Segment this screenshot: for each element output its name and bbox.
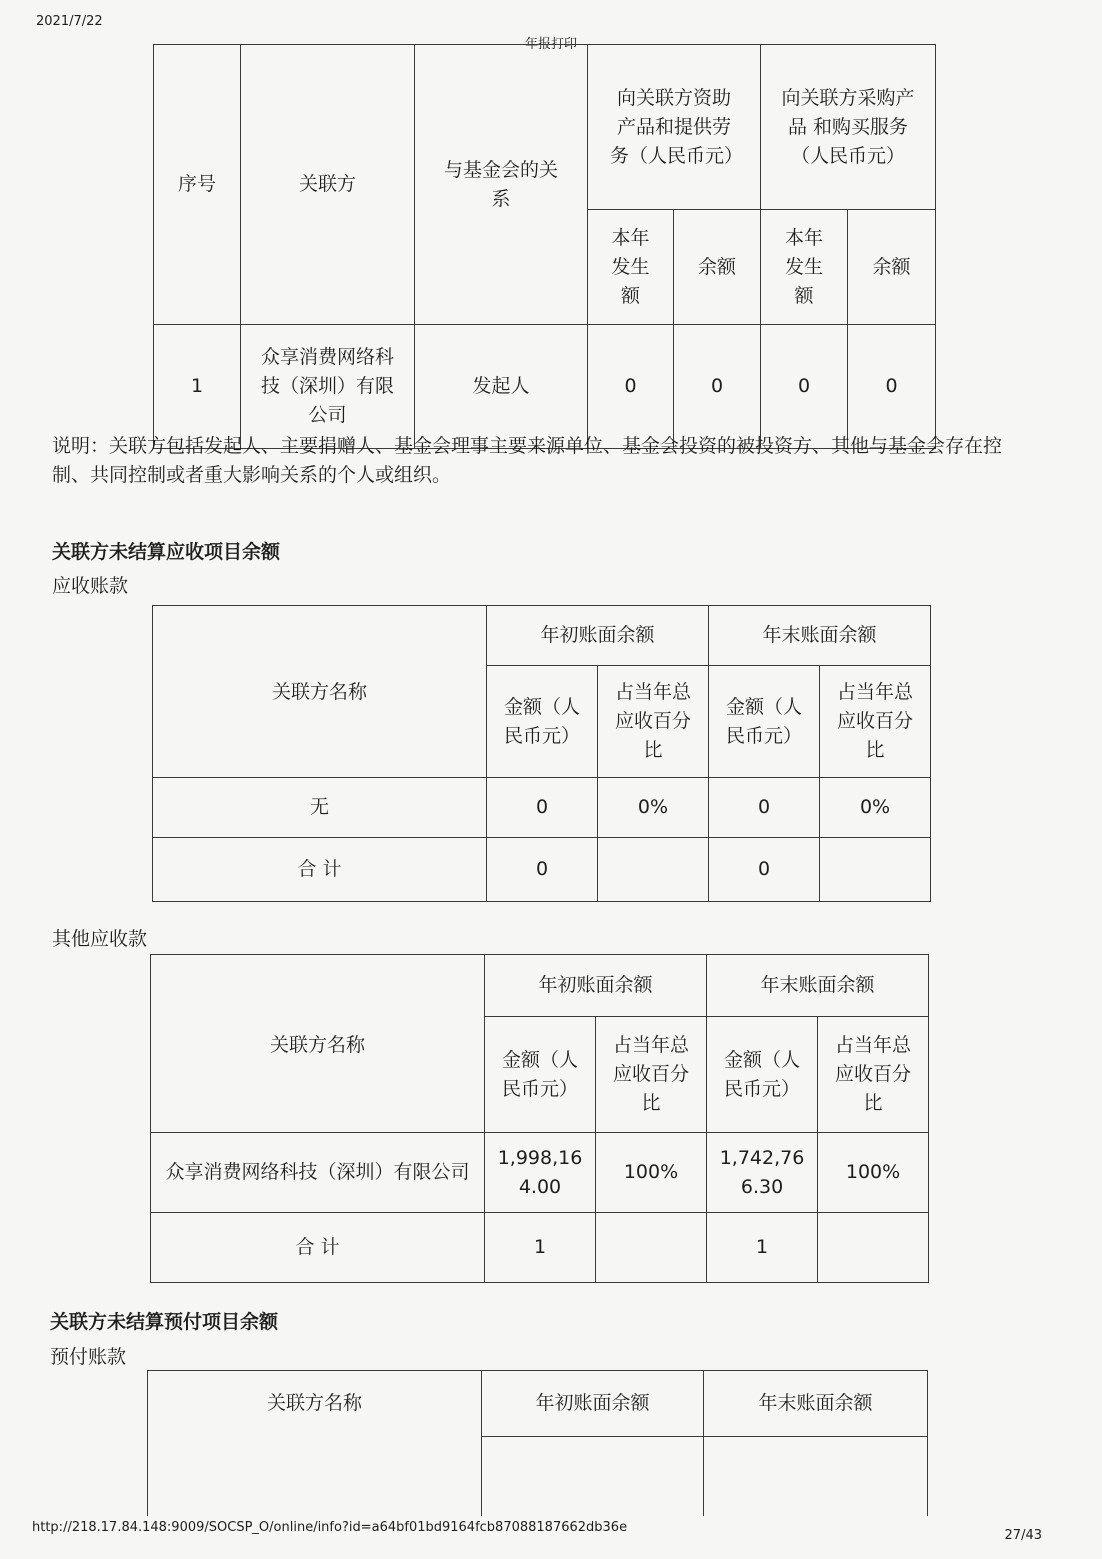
cell-total-end-pct [820,838,931,902]
cell-seq: 1 [154,325,241,449]
table-total-row [153,838,931,902]
cell-relation: 发起人 [415,325,588,449]
table-row [153,778,931,838]
col-header-current-2: 本年发生额 [761,210,848,325]
section-heading-receivables: 关联方未结算应收项目余额 [52,541,281,563]
subsection-other-receivables: 其他应收款 [52,928,148,950]
col-header-balance-2: 余额 [848,210,936,325]
col-header-purchase-group: 向关联方采购产品 和购买服务（人民币元） [761,45,936,210]
col-header-balance-1: 余额 [674,210,761,325]
col-header-begin-balance: 年初账面余额 [482,1371,704,1437]
cell-end-pct: 100% [818,1133,929,1213]
col-header-party-name: 关联方名称 [153,606,487,778]
section-heading-prepayments: 关联方未结算预付项目余额 [50,1311,279,1333]
cell-party-name: 众享消费网络科技（深圳）有限公司 [151,1133,485,1213]
col-header-provide-group: 向关联方资助产品和提供劳务（人民币元） [588,45,761,210]
col-header-end-balance: 年末账面余额 [709,606,931,666]
cell-begin-amount: 0 [487,778,598,838]
cell-total-label: 合 计 [151,1213,485,1283]
cell-total-end-amount: 0 [709,838,820,902]
col-header-party-name: 关联方名称 [151,955,485,1133]
col-header-begin-balance: 年初账面余额 [485,955,707,1017]
cell-total-end-amount: 1 [707,1213,818,1283]
cell-total-begin-amount: 0 [487,838,598,902]
table-row [151,1133,929,1213]
table-row [154,325,936,449]
explanatory-note: 说明：关联方包括发起人、主要捐赠人、基金会理事主要来源单位、基金会投资的被投资方、其他与基金会存在控制、共同控制或者重大影响关系的个人或组织。 [52,435,1003,486]
prepayments-table [147,1370,928,1516]
cell-total-begin-amount: 1 [485,1213,596,1283]
cell-end-pct: 0% [820,778,931,838]
print-date: 2021/7/22 [36,14,103,29]
col-header-end-pct: 占当年总应收百分比 [818,1017,929,1133]
other-receivables-table [150,954,929,1283]
col-header-end-sub [704,1437,928,1517]
cell-begin-amount: 1,998,164.00 [485,1133,596,1213]
col-header-begin-sub [482,1437,704,1517]
col-header-begin-amount: 金额（人民币元） [487,666,598,778]
col-header-relation: 与基金会的关系 [415,45,588,325]
col-header-begin-pct: 占当年总应收百分比 [596,1017,707,1133]
col-header-party-name: 关联方名称 [148,1371,482,1517]
cell-provide-balance: 0 [674,325,761,449]
col-header-begin-pct: 占当年总应收百分比 [598,666,709,778]
prepayments-table-clip [146,1370,930,1516]
col-header-seq: 序号 [154,45,241,325]
col-header-end-amount: 金额（人民币元） [707,1017,818,1133]
col-header-begin-balance: 年初账面余额 [487,606,709,666]
col-header-current-1: 本年发生额 [588,210,674,325]
cell-total-end-pct [818,1213,929,1283]
col-header-end-balance: 年末账面余额 [704,1371,928,1437]
col-header-party: 关联方 [241,45,415,325]
accounts-receivable-table [152,605,931,902]
cell-purchase-current: 0 [761,325,848,449]
table-total-row [151,1213,929,1283]
cell-total-label: 合 计 [153,838,487,902]
subsection-prepayments: 预付账款 [50,1346,127,1368]
cell-begin-pct: 0% [598,778,709,838]
cell-total-begin-pct [598,838,709,902]
cell-purchase-balance: 0 [848,325,936,449]
cell-begin-pct: 100% [596,1133,707,1213]
related-party-transactions-table [153,44,936,449]
col-header-end-balance: 年末账面余额 [707,955,929,1017]
cell-total-begin-pct [596,1213,707,1283]
cell-end-amount: 1,742,766.30 [707,1133,818,1213]
col-header-end-amount: 金额（人民币元） [709,666,820,778]
col-header-begin-amount: 金额（人民币元） [485,1017,596,1133]
col-header-end-pct: 占当年总应收百分比 [820,666,931,778]
cell-provide-current: 0 [588,325,674,449]
cell-end-amount: 0 [709,778,820,838]
subsection-accounts-receivable: 应收账款 [52,575,129,597]
page-number: 27/43 [1004,1528,1042,1543]
cell-party: 众享消费网络科技（深圳）有限公司 [241,325,415,449]
page-title: 年报打印 [524,37,577,52]
cell-party-name: 无 [153,778,487,838]
page-url: http://218.17.84.148:9009/SOCSP_O/online/info?id=a64bf01bd9164fcb87088187662db36e [32,1520,628,1535]
